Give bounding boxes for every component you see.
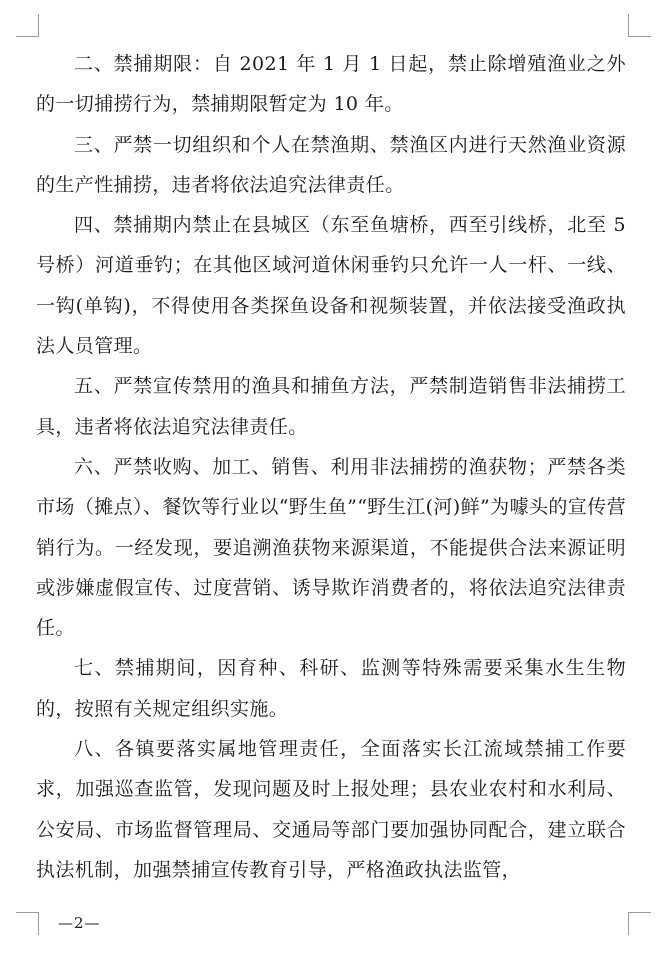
paragraph-4-angling-rules: 四、禁捕期内禁止在县城区（东至鱼塘桥，西至引线桥，北至 5 号桥）河道垂钓；在其他区域河道休闲垂钓只允许一人一杆、一线、一钩(单钩)，不得使用各类探鱼设备和视频装置，并依法接受渔政执法人员管理。 [36,214,626,358]
crop-mark-bottom-left [16,912,39,935]
paragraph-6-illegal-catch: 六、严禁收购、加工、销售、利用非法捕捞的渔获物；严禁各类市场（摊点）、餐饮等行业以“野生鱼”“野生江(河)鲜”为噱头的宣传营销行为。一经发现，要追溯渔获物来源渠道，不能提供合法来源证明或涉嫌虚假宣传、过度营销、诱导欺诈消费者的，将依法追究法律责任。 [36,455,626,640]
paragraph-5-banned-gear: 五、严禁宣传禁用的渔具和捕鱼方法，严禁制造销售非法捕捞工具，违者将依法追究法律责任。 [36,375,626,438]
crop-mark-top-left [16,14,39,37]
paragraph-8-responsibility: 八、各镇要落实属地管理责任，全面落实长江流域禁捕工作要求，加强巡查监管，发现问题及时上报处理；县农业农村和水利局、公安局、市场监督管理局、交通局等部门要加强协同配合，建立联合执法机制，加强禁捕宣传教育引导，严格渔政执法监管， [36,738,626,881]
crop-mark-top-right [628,14,651,37]
paragraph-2-ban-period: 二、禁捕期限：自 2021 年 1 月 1 日起，禁止除增殖渔业之外的一切捕捞行为，禁捕期限暂定为 10 年。 [36,53,626,116]
document-body [36,44,626,890]
paragraph-7-special-needs: 七、禁捕期间，因育种、科研、监测等特殊需要采集水生生物的，按照有关规定组织实施。 [36,657,626,720]
page-number: —2— [58,914,101,932]
paragraph-3-no-fishing: 三、严禁一切组织和个人在禁渔期、禁渔区内进行天然渔业资源的生产性捕捞，违者将依法追究法律责任。 [36,133,626,196]
crop-mark-bottom-right [628,912,651,935]
